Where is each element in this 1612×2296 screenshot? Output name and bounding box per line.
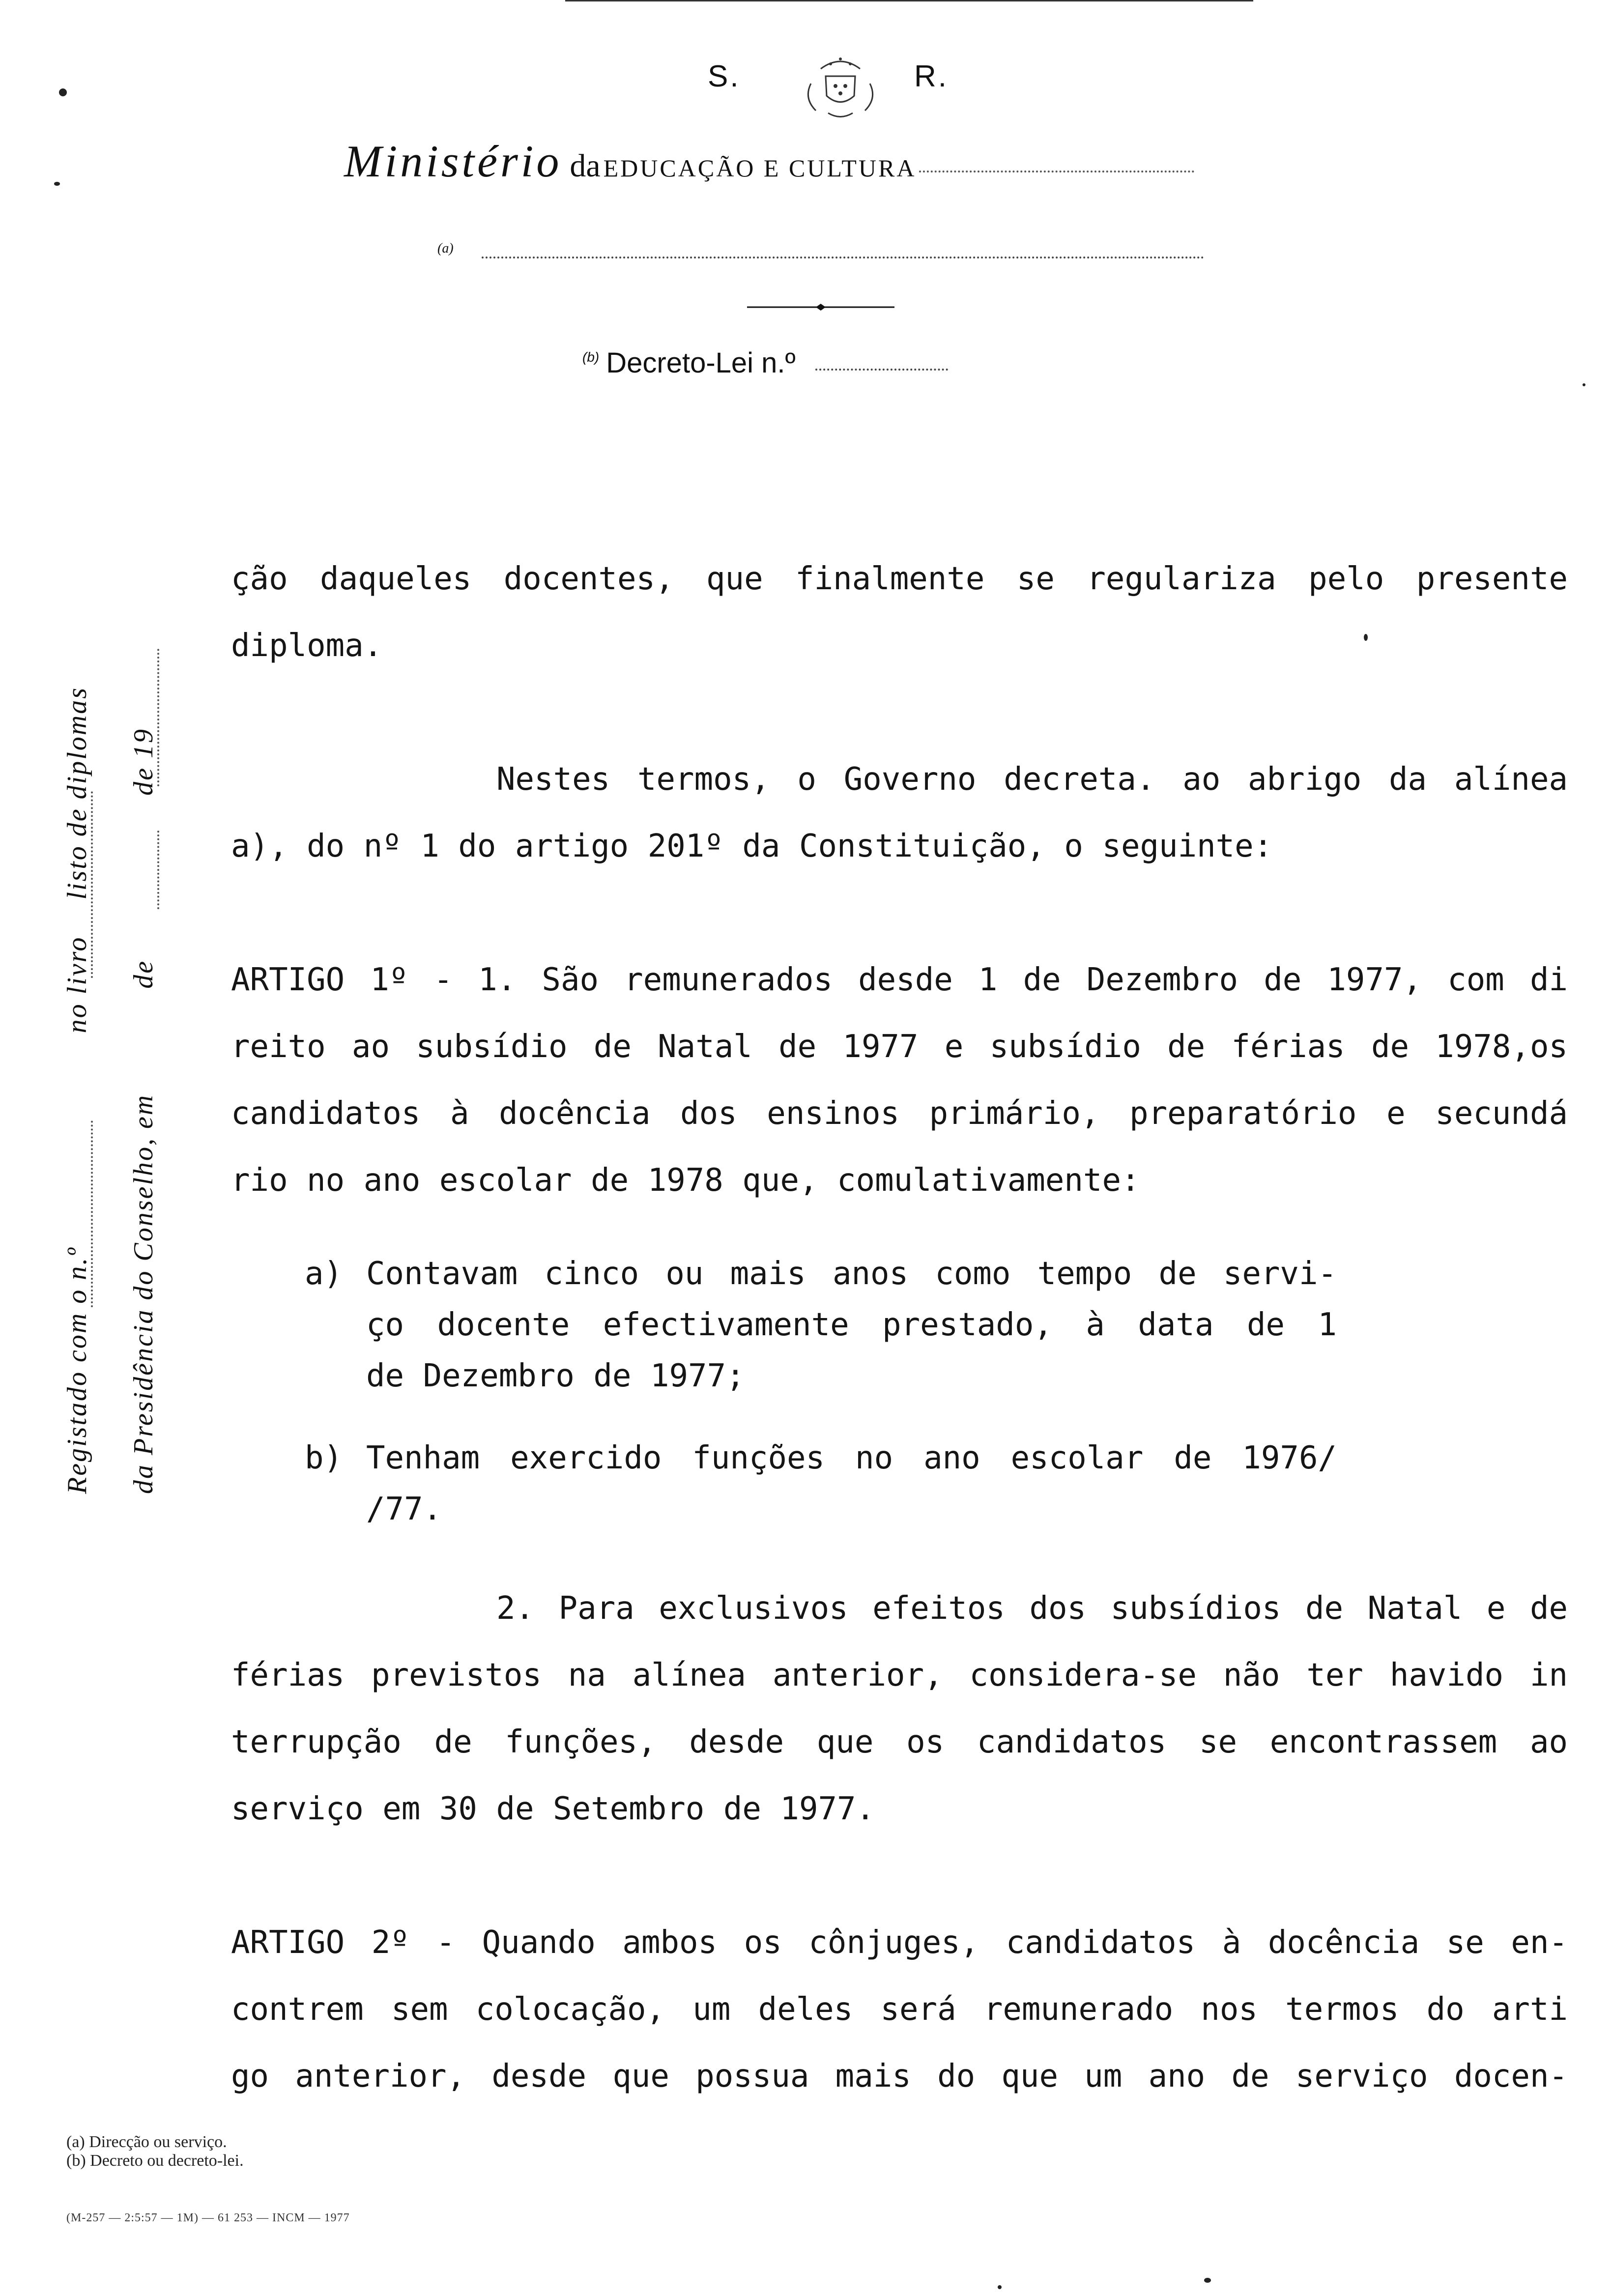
coat-of-arms-icon [781,49,899,123]
margin-note-part-1: Registado com o n.º [62,1246,92,1494]
alinea-a-line: Contavam cinco ou mais anos como tempo de servi- [366,1256,1337,1292]
footnote-a: (a) Direcção ou serviço. [66,2133,227,2151]
top-rule [565,0,1253,1]
article-1-2-line: terrupção de funções, desde que os candidatos se encontrassem ao [231,1724,1568,1760]
scan-speck [59,88,67,96]
scan-speck [1204,2278,1211,2283]
ministry-name: EDUCAÇÃO E CULTURA [603,154,917,182]
service-line [437,241,1204,265]
alinea-b [305,1433,1337,1535]
article-2-line: contrem sem colocação, um deles será remunerado nos termos do arti [231,1991,1568,2028]
article-1-2-line: 2. Para exclusivos efeitos dos subsídios de Natal e de [496,1590,1568,1627]
article-1-2-line: férias previstos na alínea anterior, considera-se não ter havido in [231,1657,1568,1693]
header-sr [698,49,953,118]
margin-fill-line [91,791,93,978]
article-1-number-2 [231,1575,1568,1842]
decree-line [582,346,1054,391]
article-1-line: rio no ano escolar de 1978 que, comulativamente: [231,1162,1140,1199]
margin-registration-note [27,531,189,1514]
paragraph-line: diploma. [231,628,383,664]
ministry-prefix: Ministério [344,136,562,186]
alinea-a-line: de Dezembro de 1977; [366,1358,745,1394]
decree-body [231,545,1568,1214]
alinea-a-label: a) [305,1256,343,1292]
decree-fill-line [815,369,948,371]
alinea-b-line: /77. [366,1491,442,1527]
article-2-line: ARTIGO 2º - Quando ambos os cônjuges, candidatos à docência se en- [231,1924,1568,1961]
header-right-letter: R. [914,59,949,93]
footnote-b: (b) Decreto ou decreto-lei. [66,2152,244,2170]
ministry-da: da [570,148,601,184]
margin-note-part-2: no livro [62,936,92,1033]
alinea-b-line: Tenham exercido funções no ano escolar de 1976/ [366,1440,1337,1476]
margin-fill-line [91,1120,93,1307]
scan-speck [998,2285,1002,2289]
footnotes [66,2133,509,2170]
scan-speck [54,182,60,186]
margin-fill-line [157,831,159,909]
service-fill-line [482,257,1204,258]
article-1-2-line: serviço em 30 de Setembro de 1977. [231,1791,875,1827]
header-left-letter: S. [708,59,741,93]
margin-fill-line [157,649,159,786]
margin-note-part-5: de [128,959,159,989]
decree-marker: (b) [582,349,600,365]
margin-note-part-4: da Presidência do Conselho, em [128,1093,159,1494]
paragraph-line: ção daqueles docentes, que finalmente se regulariza pelo presente [231,561,1568,597]
scan-speck [1364,634,1368,641]
alinea-b-label: b) [305,1440,343,1476]
margin-note-part-3: listo de diplomas [62,686,92,900]
paragraph-line: Nestes termos, o Governo decreta. ao abrigo da alínea [496,761,1568,798]
article-2 [231,1909,1568,2110]
alinea-a-line: ço docente efectivamente prestado, à data de 1 [366,1307,1337,1343]
alinea-a [305,1248,1337,1402]
margin-note-part-6: de 19 [128,728,159,796]
ministry-fill-line [919,171,1194,172]
article-2-line: go anterior, desde que possua mais do que um ano de serviço docen- [231,2058,1568,2095]
paragraph-line: a), do nº 1 do artigo 201º da Constituição, o seguinte: [231,828,1273,864]
ministry-heading [344,135,1302,189]
ornamental-divider [747,300,894,315]
service-marker: (a) [437,241,454,256]
article-1-line: ARTIGO 1º - 1. São remunerados desde 1 de Dezembro de 1977, com di [231,962,1568,998]
decree-label: Decreto-Lei n.º [606,347,796,379]
article-1-line: reito ao subsídio de Natal de 1977 e subsídio de férias de 1978,os [231,1029,1568,1065]
article-1-line: candidatos à docência dos ensinos primário, preparatório e secundá [231,1095,1568,1132]
printer-imprint: (M-257 — 2:5:57 — 1M) — 61 253 — INCM — 1977 [66,2211,350,2224]
scan-speck [1583,383,1585,386]
